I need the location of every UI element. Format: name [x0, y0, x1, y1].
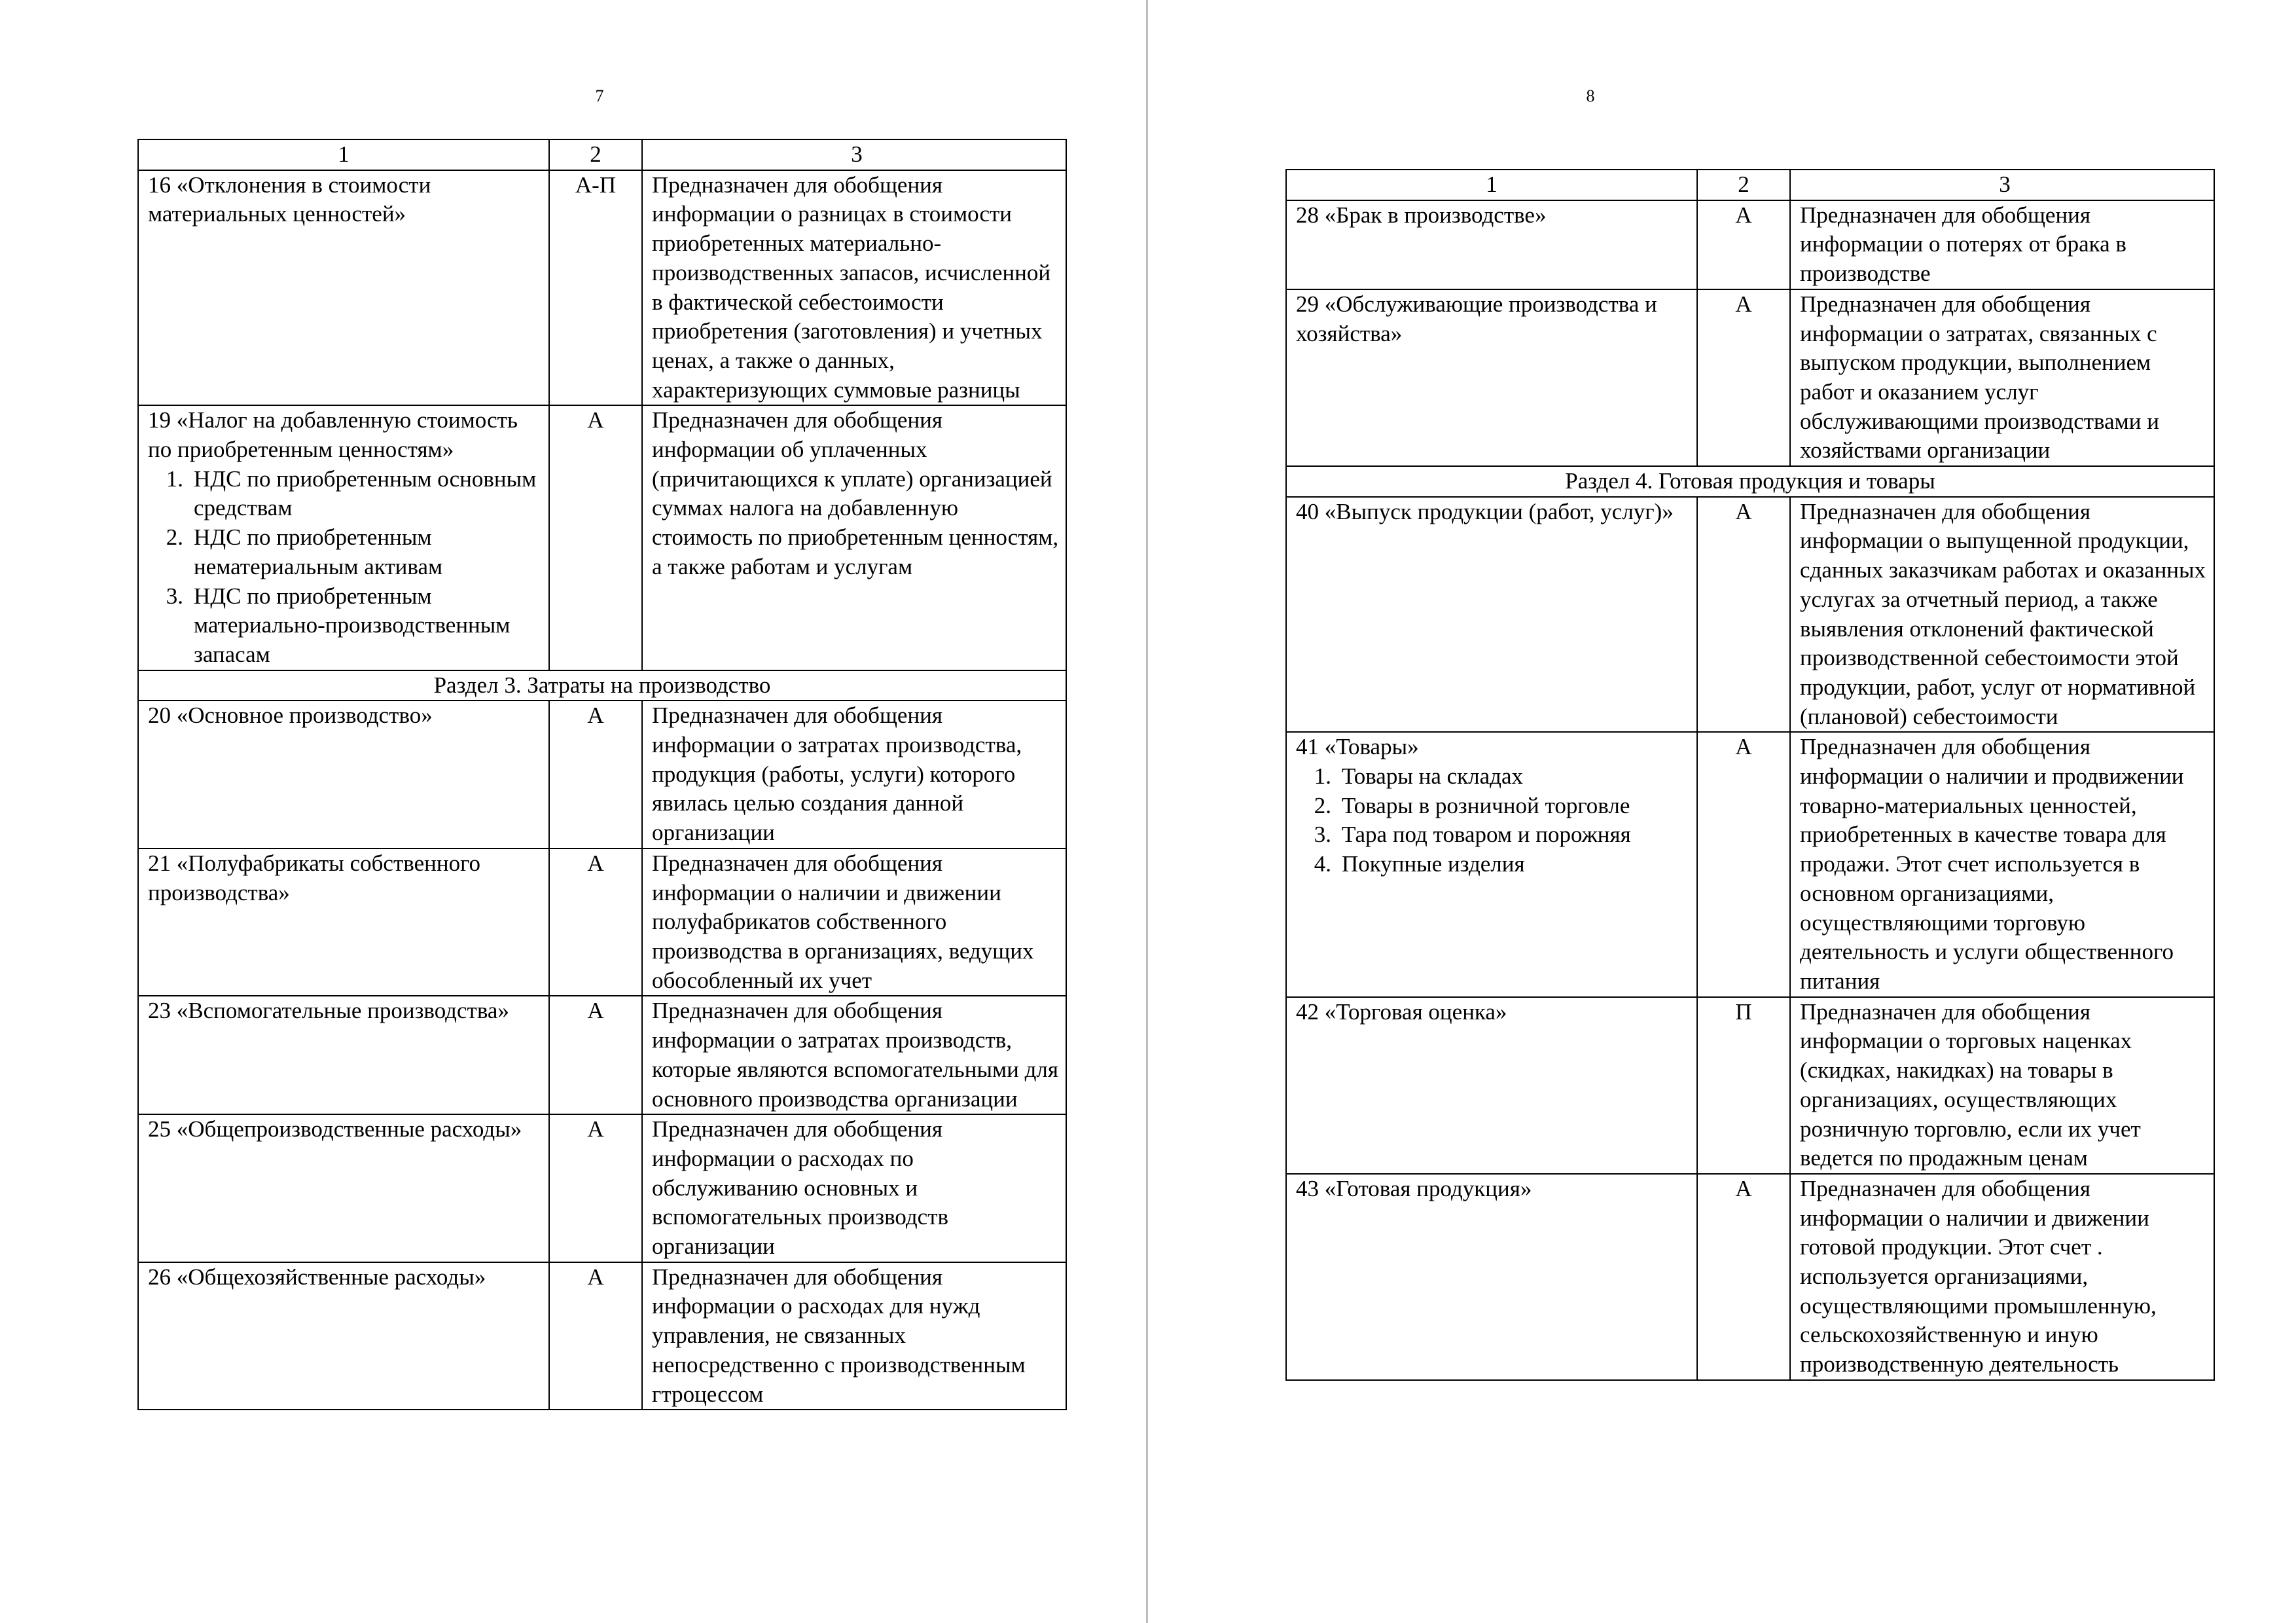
accounts-table-right — [1285, 169, 2215, 1381]
account-type: А — [549, 701, 642, 848]
account-name: 40 «Выпуск продукции (работ, услуг)» — [1286, 497, 1697, 733]
column-header-1: 1 — [138, 139, 549, 170]
subaccount-number: 2. — [166, 524, 183, 551]
subaccount-text: Тара под товаром и порожняя — [1342, 822, 1631, 848]
account-type: А — [549, 848, 642, 996]
table-row — [138, 1262, 1066, 1410]
account-cell — [1286, 732, 1697, 996]
subaccount-number: 4. — [1314, 851, 1331, 877]
account-description: Предназначен для обобщения информации о наличии и движении готовой продукции. Этот счет . используется организациями, осуществляющими промышленную, сельскохозяйственную и иную производственную деятельность — [1790, 1174, 2214, 1380]
page-number: 7 — [595, 86, 604, 105]
section-title: Раздел 4. Готовая продукция и товары — [1286, 466, 2214, 497]
account-description: Предназначен для обобщения информации о разницах в стоимости приобретенных материально-производственных запасов, исчисленной в фактической себестоимости приобретения (заготовления) и учетных ценах, а также о данных, характеризующих суммовые разницы — [642, 170, 1066, 406]
account-name: 20 «Основное производство» — [138, 701, 549, 848]
subaccount-text: НДС по приобретенным основным средствам — [194, 465, 537, 521]
account-type: А — [1697, 289, 1790, 466]
subaccount-text: Покупные изделия — [1342, 851, 1525, 877]
table-row — [1286, 200, 2214, 289]
section-row — [1286, 466, 2214, 497]
subaccount-item — [1296, 850, 1687, 879]
account-type: П — [1697, 997, 1790, 1174]
table-row — [1286, 289, 2214, 466]
section-row — [138, 670, 1066, 701]
account-name: 26 «Общехозяйственные расходы» — [138, 1262, 549, 1410]
account-type: А — [1697, 497, 1790, 733]
account-name: 21 «Полуфабрикаты собственного производства» — [138, 848, 549, 996]
account-name: 29 «Обслуживающие производства и хозяйства» — [1286, 289, 1697, 466]
subaccount-text: НДС по приобретенным материально-производственным запасам — [194, 583, 511, 667]
account-type: А — [549, 1262, 642, 1410]
subaccount-text: Товары в розничной торговле — [1342, 792, 1630, 818]
account-type: А — [549, 1114, 642, 1262]
subaccount-item — [148, 582, 539, 670]
account-cell — [138, 405, 549, 670]
account-description: Предназначен для обобщения информации об уплаченных (причитающихся к уплате) организацией суммах налога на добавленную стоимость по приобретенным ценностям, а также работам и услугам — [642, 405, 1066, 670]
account-description: Предназначен для обобщения информации о затратах, связанных с выпуском продукции, выполнением работ и оказанием услуг обслуживающими производствами и хозяйствами организации — [1790, 289, 2214, 466]
account-name: 19 «Налог на добавленную стоимость по приобретенным ценностям» — [148, 407, 518, 463]
account-description: Предназначен для обобщения информации о потерях от брака в производстве — [1790, 200, 2214, 289]
account-description: Предназначен для обобщения информации о торговых наценках (скидках, накидках) на товары в организациях, осуществляющих розничную торговлю, если их учет ведется по продажным ценам — [1790, 997, 2214, 1174]
table-header-row — [1286, 170, 2214, 200]
subaccount-text: НДС по приобретенным нематериальным активам — [194, 524, 443, 579]
account-name: 23 «Вспомогательные производства» — [138, 996, 549, 1114]
account-type: А-П — [549, 170, 642, 406]
account-description: Предназначен для обобщения информации о наличии и движении полуфабрикатов собственного производства в организациях, ведущих обособленный их учет — [642, 848, 1066, 996]
table-row — [138, 701, 1066, 848]
table-row — [1286, 497, 2214, 733]
account-description: Предназначен для обобщения информации о расходах для нужд управления, не связанных непосредственно с производственным гтроцессом — [642, 1262, 1066, 1410]
account-name: 28 «Брак в производстве» — [1286, 200, 1697, 289]
column-header-2: 2 — [1697, 170, 1790, 200]
subaccount-number: 1. — [166, 465, 183, 492]
account-name: 43 «Готовая продукция» — [1286, 1174, 1697, 1380]
account-description: Предназначен для обобщения информации о наличии и продвижении товарно-материальных ценностей, приобретенных в качестве товара для продажи. Этот счет используется в основном организациями, осуществляющими торговую деятельность и услуги общественного питания — [1790, 732, 2214, 996]
subaccount-item — [1296, 762, 1687, 792]
column-header-2: 2 — [549, 139, 642, 170]
subaccount-item — [148, 523, 539, 581]
section-title: Раздел 3. Затраты на производство — [138, 670, 1066, 701]
table-header-row — [138, 139, 1066, 170]
table-row — [1286, 997, 2214, 1174]
account-type: А — [1697, 200, 1790, 289]
subaccount-item — [148, 465, 539, 523]
table-row — [138, 996, 1066, 1114]
page-right — [1148, 0, 2296, 1623]
accounts-table-left — [137, 139, 1067, 1410]
subaccount-item — [1296, 820, 1687, 850]
subaccount-number: 3. — [1314, 822, 1331, 848]
account-name: 41 «Товары» — [1296, 734, 1419, 760]
subaccount-text: Товары на складах — [1342, 763, 1524, 790]
account-description: Предназначен для обобщения информации о затратах производства, продукция (работы, услуги) которого явилась целью создания данной организации — [642, 701, 1066, 848]
account-type: А — [1697, 1174, 1790, 1380]
column-header-1: 1 — [1286, 170, 1697, 200]
subaccount-item — [1296, 792, 1687, 821]
account-name: 16 «Отклонения в стоимости материальных ценностей» — [138, 170, 549, 406]
subaccount-number: 3. — [166, 583, 183, 609]
account-description: Предназначен для обобщения информации о расходах по обслуживанию основных и вспомогательных производств организации — [642, 1114, 1066, 1262]
table-row — [138, 848, 1066, 996]
account-type: А — [549, 405, 642, 670]
page-number: 8 — [1586, 86, 1595, 105]
table-row — [138, 405, 1066, 670]
table-row — [138, 1114, 1066, 1262]
account-description: Предназначен для обобщения информации о выпущенной продукции, сданных заказчикам работах и оказанных услугах за отчетный период, а также выявления отклонений фактической производственной себестоимости этой продукции, работ, услуг от нормативной (плановой) себестоимости — [1790, 497, 2214, 733]
subaccount-list — [148, 465, 539, 670]
subaccount-number: 2. — [1314, 792, 1331, 818]
account-type: А — [549, 996, 642, 1114]
table-row — [1286, 1174, 2214, 1380]
account-name: 42 «Торговая оценка» — [1286, 997, 1697, 1174]
column-header-3: 3 — [1790, 170, 2214, 200]
column-header-3: 3 — [642, 139, 1066, 170]
account-name: 25 «Общепроизводственные расходы» — [138, 1114, 549, 1262]
account-type: А — [1697, 732, 1790, 996]
table-row — [1286, 732, 2214, 996]
table-row — [138, 170, 1066, 406]
subaccount-list — [1296, 762, 1687, 879]
account-description: Предназначен для обобщения информации о затратах производств, которые являются вспомогательными для основного производства организации — [642, 996, 1066, 1114]
subaccount-number: 1. — [1314, 763, 1331, 790]
